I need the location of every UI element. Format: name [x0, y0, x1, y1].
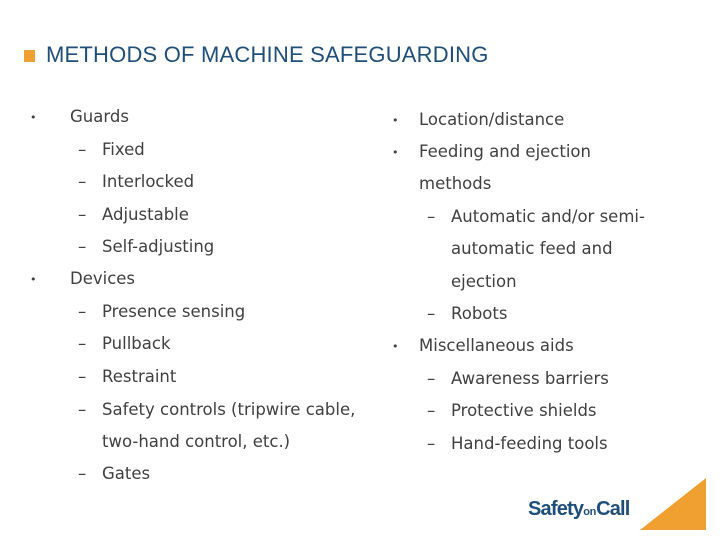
feeding-item-automatic-cont2: ejection [451, 272, 517, 291]
feeding-heading: Feeding and ejection [419, 142, 591, 161]
bullet: • [392, 146, 399, 159]
title-marker [24, 50, 35, 62]
feeding-item-automatic: – Automatic and/or semi- [427, 207, 645, 226]
guards-item-adjustable: – Adjustable [78, 205, 189, 224]
misc-item-awareness-barriers: – Awareness barriers [427, 369, 609, 388]
bullet: • [392, 114, 399, 127]
guards-item-fixed: – Fixed [78, 140, 145, 159]
guards-item-self-adjusting: – Self-adjusting [78, 237, 215, 256]
guards-item-interlocked: – Interlocked [78, 172, 195, 191]
misc-item-protective-shields: – Protective shields [427, 401, 597, 420]
safety-on-call-logo: SafetyonCall [528, 498, 630, 520]
location-heading: Location/distance [419, 110, 565, 129]
corner-accent-triangle [640, 478, 706, 530]
devices-item-safety-controls: – Safety controls (tripwire cable, [78, 400, 356, 419]
feeding-heading-cont: methods [419, 174, 492, 193]
guards-heading: Guards [70, 107, 129, 126]
feeding-item-automatic-cont1: automatic feed and [451, 239, 613, 258]
devices-item-safety-controls-cont: two-hand control, etc.) [102, 432, 291, 451]
misc-heading: Miscellaneous aids [419, 336, 574, 355]
feeding-item-robots: – Robots [427, 304, 508, 323]
bullet: • [392, 340, 399, 353]
bullet: • [30, 111, 37, 124]
misc-item-hand-feeding-tools: – Hand-feeding tools [427, 434, 608, 453]
bullet: • [30, 273, 37, 286]
devices-item-restraint: – Restraint [78, 367, 177, 386]
slide-title: METHODS OF MACHINE SAFEGUARDING [46, 42, 489, 67]
devices-item-pullback: – Pullback [78, 334, 171, 353]
devices-heading: Devices [70, 269, 136, 288]
devices-item-gates: – Gates [78, 464, 151, 483]
devices-item-presence-sensing: – Presence sensing [78, 302, 246, 321]
